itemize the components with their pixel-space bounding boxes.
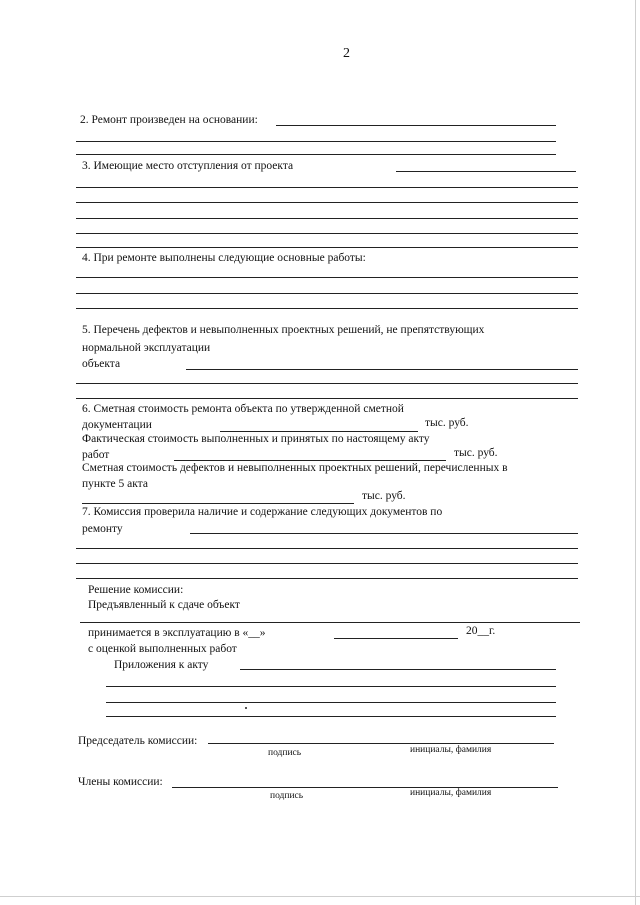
defects-cost-unit: тыс. руб.: [362, 490, 406, 502]
members-sign-caption: подпись: [270, 791, 304, 801]
section-6-line-3: Фактическая стоимость выполненных и принятых по настоящему акту: [82, 433, 430, 445]
section-6-line-4: работ: [82, 449, 110, 461]
section-4-line[interactable]: [76, 293, 578, 294]
section-2-line[interactable]: [276, 125, 556, 126]
chairman-label: Председатель комиссии:: [78, 735, 198, 747]
section-4-line[interactable]: [76, 277, 578, 278]
members-name-caption: инициалы, фамилия: [410, 788, 492, 798]
estimate-cost-field[interactable]: [220, 431, 418, 432]
section-6-line-1: 6. Сметная стоимость ремонта объекта по утвержденной сметной: [82, 403, 404, 415]
section-4-line[interactable]: [76, 308, 578, 309]
section-3-label: 3. Имеющие место отступления от проекта: [82, 160, 294, 172]
section-2-line[interactable]: [76, 154, 556, 155]
actual-cost-field[interactable]: [174, 460, 446, 461]
section-7-line[interactable]: [190, 533, 578, 534]
object-name-line[interactable]: [80, 622, 580, 623]
defects-cost-field[interactable]: [82, 503, 354, 504]
rating-label: с оценкой выполненных работ: [88, 643, 237, 655]
chairman-sign-caption: подпись: [268, 748, 302, 758]
chairman-name-caption: инициалы, фамилия: [410, 745, 492, 755]
scan-edge-bottom: [0, 896, 640, 897]
section-7-line[interactable]: [76, 548, 578, 549]
section-5-line-3: объекта: [82, 358, 121, 370]
attachments-label: Приложения к акту: [114, 659, 209, 671]
decision-object-label: Предъявленный к сдаче объект: [88, 599, 240, 611]
decision-title: Решение комиссии:: [88, 584, 184, 596]
section-5-line[interactable]: [186, 369, 578, 370]
section-2-label: 2. Ремонт произведен на основании:: [80, 114, 258, 126]
section-3-line[interactable]: [396, 171, 576, 172]
section-6-line-6: пункте 5 акта: [82, 478, 148, 490]
acceptance-date-field[interactable]: [334, 638, 458, 639]
section-3-line[interactable]: [76, 218, 578, 219]
attachments-line[interactable]: [106, 702, 556, 703]
estimate-cost-unit: тыс. руб.: [425, 417, 469, 429]
members-signature-line[interactable]: [172, 787, 558, 788]
actual-cost-unit: тыс. руб.: [454, 447, 498, 459]
acceptance-date-label: принимается в эксплуатацию в «__»: [88, 627, 266, 639]
attachments-line[interactable]: [240, 669, 556, 670]
section-6-line-5: Сметная стоимость дефектов и невыполненных проектных решений, перечисленных в: [82, 462, 508, 474]
section-7-line[interactable]: [76, 563, 578, 564]
section-7-line-2: ремонту: [82, 523, 123, 535]
section-6-line-2: документации: [82, 419, 152, 431]
section-3-line[interactable]: [76, 233, 578, 234]
section-3-line[interactable]: [76, 187, 578, 188]
acceptance-year: 20__г.: [466, 625, 496, 637]
members-label: Члены комиссии:: [78, 776, 163, 788]
attachments-line[interactable]: [106, 716, 556, 717]
section-2-line[interactable]: [76, 141, 556, 142]
page-number: 2: [343, 46, 350, 61]
section-5-line[interactable]: [76, 398, 578, 399]
stray-mark: [245, 707, 247, 709]
section-5-line-2: нормальной эксплуатации: [82, 342, 211, 354]
section-4-label: 4. При ремонте выполнены следующие основные работы:: [82, 252, 366, 264]
chairman-signature-line[interactable]: [208, 743, 554, 744]
scan-edge-right: [635, 0, 636, 905]
section-5-line[interactable]: [76, 383, 578, 384]
section-7-line-1: 7. Комиссия проверила наличие и содержание следующих документов по: [82, 506, 443, 518]
section-3-line[interactable]: [76, 247, 578, 248]
section-7-line[interactable]: [76, 578, 578, 579]
attachments-line[interactable]: [106, 686, 556, 687]
section-3-line[interactable]: [76, 202, 578, 203]
section-5-line-1: 5. Перечень дефектов и невыполненных проектных решений, не препятствующих: [82, 324, 485, 336]
